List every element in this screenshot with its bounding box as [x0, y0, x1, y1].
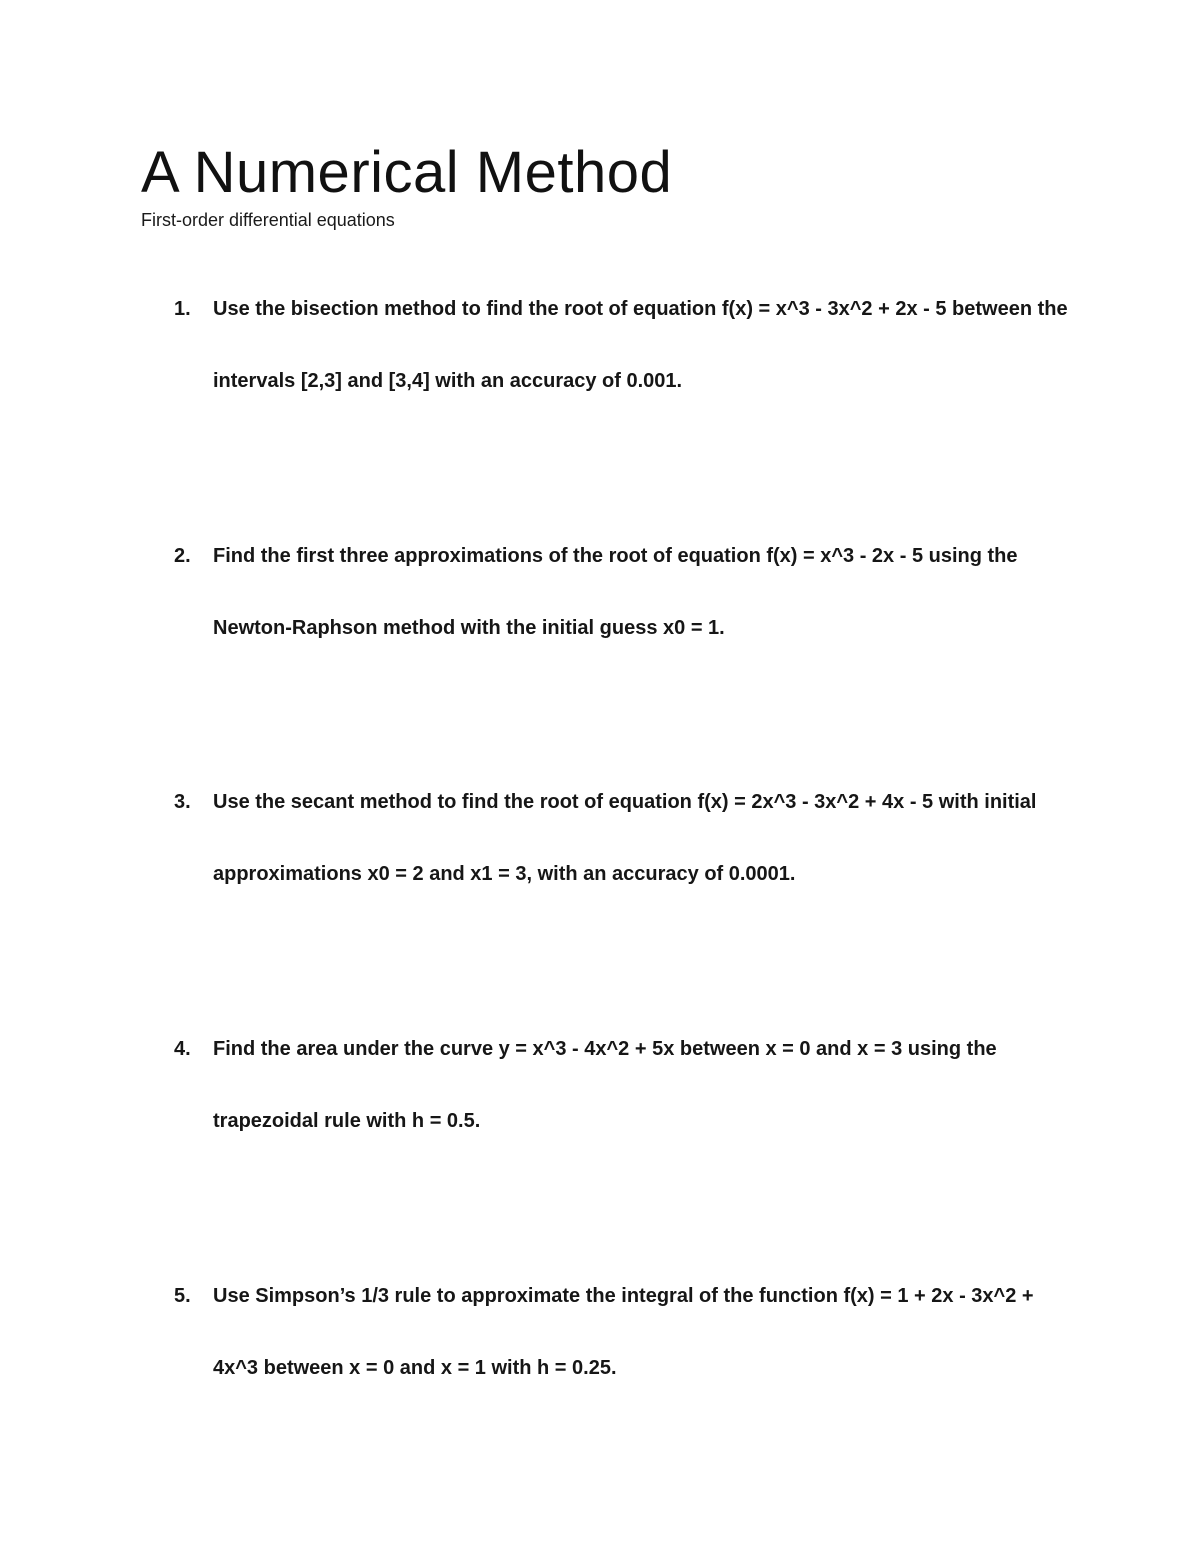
document-title: A Numerical Method	[141, 140, 673, 205]
question-text: Use the bisection method to find the root of equation f(x) = x^3 - 3x^2 + 2x - 5 between the intervals [2,3] and [3,4] with an accuracy of 0.001.	[213, 298, 1068, 392]
question-text: Find the first three approximations of the root of equation f(x) = x^3 - 2x - 5 using the Newton-Raphson method with the initial guess x0 = 1.	[213, 545, 1018, 639]
question-item	[174, 1013, 1074, 1157]
question-number: 1.	[174, 298, 191, 320]
question-number: 3.	[174, 791, 191, 813]
question-text: Use the secant method to find the root of equation f(x) = 2x^3 - 3x^2 + 4x - 5 with initial approximations x0 = 2 and x1 = 3, with an accuracy of 0.0001.	[213, 791, 1037, 885]
question-item	[174, 766, 1074, 910]
question-text: Use Simpson’s 1/3 rule to approximate the integral of the function f(x) = 1 + 2x - 3x^2 + 4x^3 between x = 0 and x = 1 with h = 0.25.	[213, 1285, 1034, 1379]
question-number: 2.	[174, 545, 191, 567]
question-number: 4.	[174, 1038, 191, 1060]
document-subtitle: First-order differential equations	[141, 210, 395, 230]
question-number: 5.	[174, 1285, 191, 1307]
question-item	[174, 520, 1074, 664]
question-text: Find the area under the curve y = x^3 - 4x^2 + 5x between x = 0 and x = 3 using the trapezoidal rule with h = 0.5.	[213, 1038, 997, 1132]
question-item	[174, 1260, 1074, 1404]
question-item	[174, 273, 1074, 417]
